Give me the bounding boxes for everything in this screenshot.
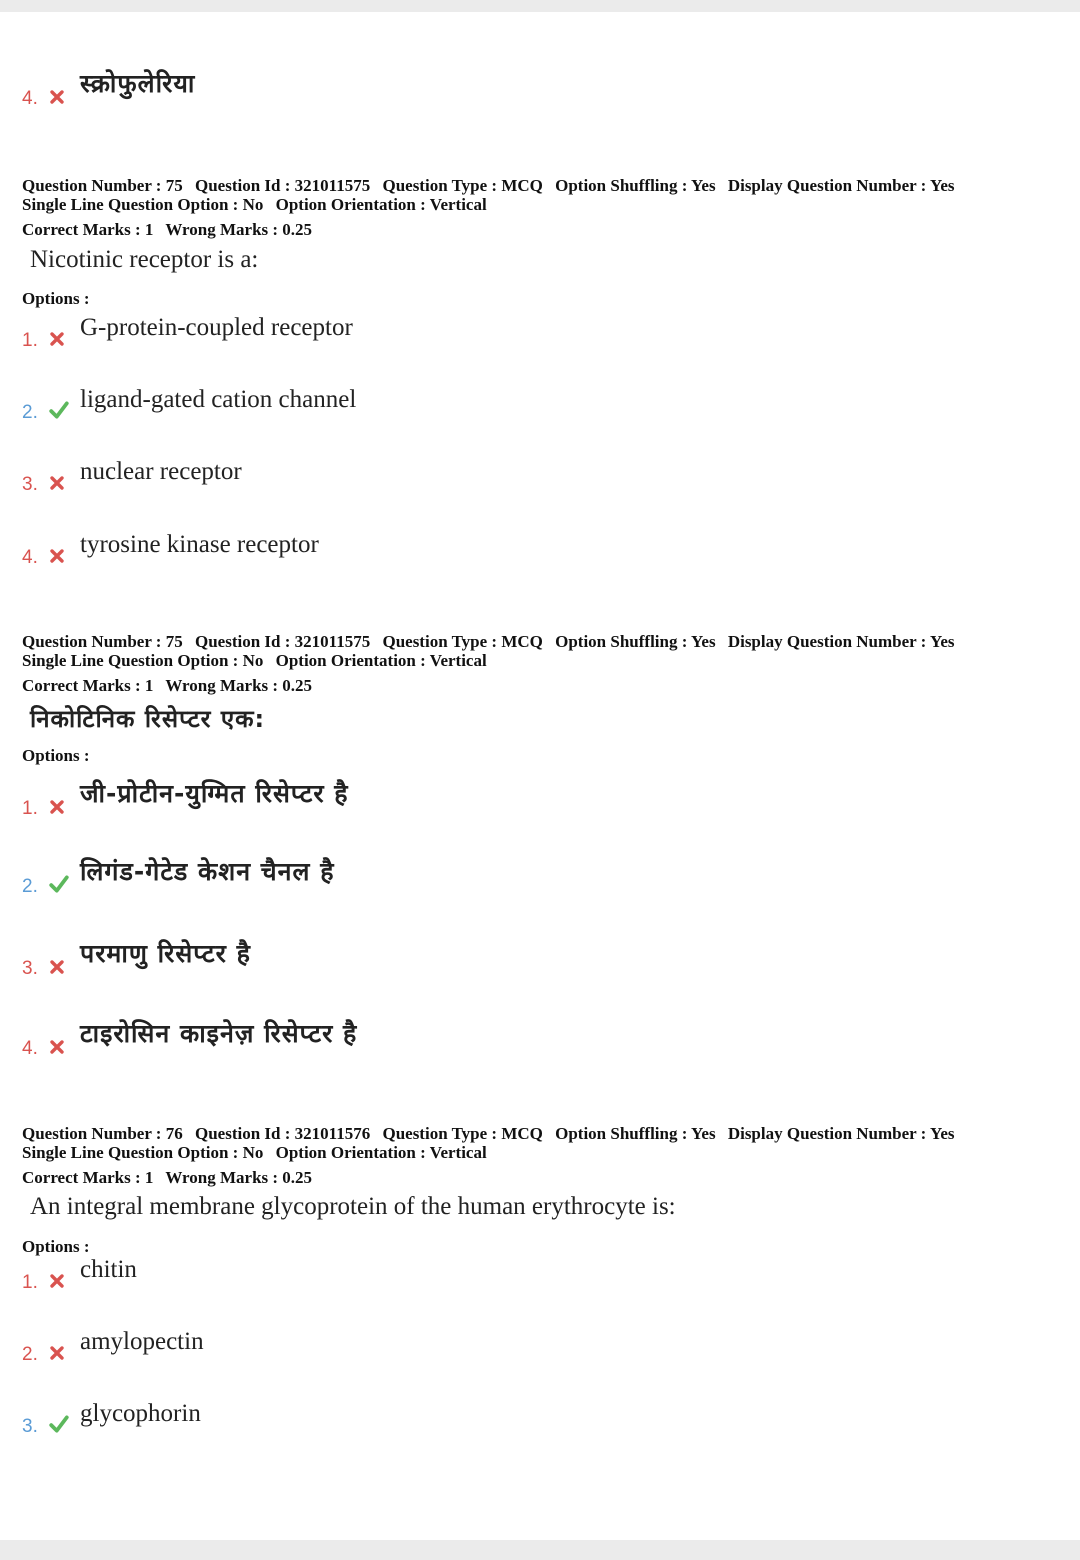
- question-marks: Correct Marks : 1 Wrong Marks : 0.25: [22, 220, 313, 239]
- option-number: 2.: [22, 402, 38, 423]
- options-label: Options :: [22, 289, 90, 308]
- options-label: Options :: [22, 746, 90, 765]
- cross-icon: [48, 330, 66, 348]
- question-marks: Correct Marks : 1 Wrong Marks : 0.25: [22, 1168, 313, 1187]
- question-meta-line-2: Single Line Question Option : No Option Orientation : Vertical: [22, 651, 487, 670]
- option-text: glycophorin: [80, 1400, 201, 1427]
- check-icon: [48, 874, 70, 894]
- cross-icon: [48, 1272, 66, 1290]
- option-number: 1.: [22, 330, 38, 351]
- option-text: G-protein-coupled receptor: [80, 314, 353, 341]
- check-icon: [48, 400, 70, 420]
- question-meta-line-1: Question Number : 75 Question Id : 321011575 Question Type : MCQ Option Shuffling : Yes Display Question Number : Yes: [22, 176, 955, 195]
- cross-icon: [48, 474, 66, 492]
- check-icon: [48, 1414, 70, 1434]
- option-text: ligand-gated cation channel: [80, 386, 357, 413]
- option-number: 1.: [22, 1272, 38, 1293]
- question-marks: Correct Marks : 1 Wrong Marks : 0.25: [22, 676, 313, 695]
- cross-icon: [48, 958, 66, 976]
- question-meta-line-2: Single Line Question Option : No Option Orientation : Vertical: [22, 195, 487, 214]
- cross-icon: [48, 547, 66, 565]
- options-label: Options :: [22, 1237, 90, 1256]
- option-text: tyrosine kinase receptor: [80, 531, 319, 558]
- option-number: 2.: [22, 1344, 38, 1365]
- option-number: 3.: [22, 474, 38, 495]
- option-text: परमाणु रिसेप्टर है: [80, 939, 251, 968]
- cross-icon: [48, 1344, 66, 1362]
- option-text: nuclear receptor: [80, 458, 242, 485]
- question-text: An integral membrane glycoprotein of the human erythrocyte is:: [30, 1193, 676, 1220]
- option-text: amylopectin: [80, 1328, 204, 1355]
- option-text: टाइरोसिन काइनेज़ रिसेप्टर है: [80, 1019, 358, 1048]
- question-text: Nicotinic receptor is a:: [30, 246, 259, 273]
- cross-icon: [48, 798, 66, 816]
- option-text: जी-प्रोटीन-युग्मित रिसेप्टर है: [80, 779, 349, 808]
- document-page: [0, 12, 1080, 1540]
- option-number: 3.: [22, 958, 38, 979]
- option-number: 3.: [22, 1416, 38, 1437]
- cross-icon: [48, 1038, 66, 1056]
- option-number: 1.: [22, 798, 38, 819]
- page-bottom-edge: [0, 1540, 1080, 1560]
- option-text: chitin: [80, 1256, 137, 1283]
- option-number: 2.: [22, 876, 38, 897]
- option-number: 4.: [22, 1038, 38, 1059]
- question-meta-line-2: Single Line Question Option : No Option Orientation : Vertical: [22, 1143, 487, 1162]
- cross-icon: [48, 88, 66, 106]
- option-number: 4.: [22, 88, 38, 109]
- question-meta-line-1: Question Number : 76 Question Id : 321011576 Question Type : MCQ Option Shuffling : Yes Display Question Number : Yes: [22, 1124, 955, 1143]
- option-text: स्क्रोफुलेरिया: [80, 69, 196, 98]
- question-meta-line-1: Question Number : 75 Question Id : 321011575 Question Type : MCQ Option Shuffling : Yes Display Question Number : Yes: [22, 632, 955, 651]
- option-text: लिगंड-गेटेड केशन चैनल है: [80, 857, 335, 886]
- question-text: निकोटिनिक रिसेप्टर एक:: [30, 705, 266, 733]
- option-number: 4.: [22, 547, 38, 568]
